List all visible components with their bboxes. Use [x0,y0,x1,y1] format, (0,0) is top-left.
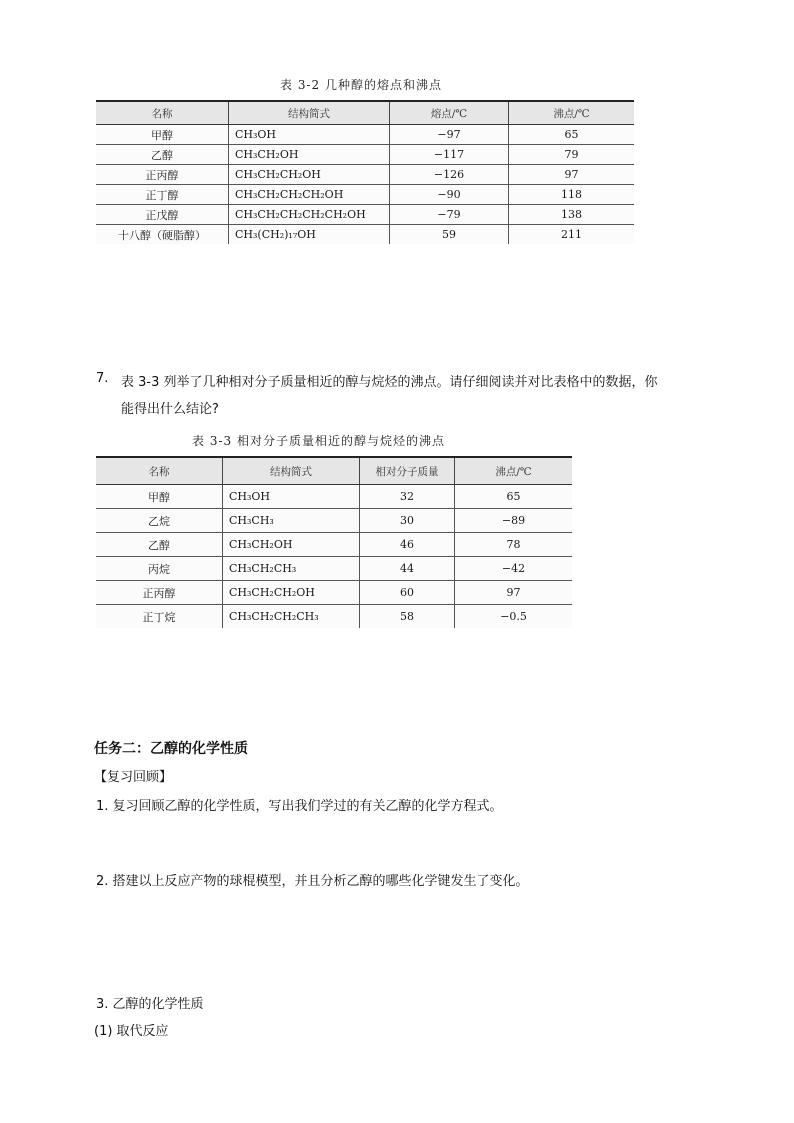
table-3-3-caption: 表 3-3 相对分子质量相近的醇与烷烃的沸点 [192,434,445,448]
cell-name: 正丁烷 [96,605,223,629]
cell-formula: CH₃CH₂CH₂CH₃ [223,605,360,629]
cell-molecular-mass: 30 [360,509,455,533]
table-row [96,581,572,605]
cell-boiling-point: −42 [455,557,573,581]
column-header: 名称 [96,101,229,125]
cell-formula: CH₃OH [223,485,360,509]
cell-molecular-mass: 60 [360,581,455,605]
table-3-2 [96,100,634,244]
question-7-text-continued: 能得出什么结论? [121,402,219,417]
question-7-text: 表 3-3 列举了几种相对分子质量相近的醇与烷烃的沸点。请仔细阅读并对比表格中的数据，你 [121,375,658,390]
sub-item-substitution: (1) 取代反应 [94,1024,169,1039]
column-header: 沸点/℃ [509,101,635,125]
cell-formula: CH₃CH₂OH [229,145,390,165]
table-row [96,125,634,145]
cell-name: 十八醇（硬脂醇） [96,225,229,245]
cell-name: 正丙醇 [96,165,229,185]
table-3-2-caption: 表 3-2 几种醇的熔点和沸点 [280,78,442,92]
column-header: 相对分子质量 [360,457,455,485]
cell-molecular-mass: 32 [360,485,455,509]
cell-melting-point: 59 [390,225,509,245]
table-row [96,145,634,165]
table-row [96,485,572,509]
cell-boiling-point: 97 [455,581,573,605]
cell-formula: CH₃CH₂CH₃ [223,557,360,581]
column-header: 熔点/℃ [390,101,509,125]
cell-molecular-mass: 46 [360,533,455,557]
review-item-2: 2. 搭建以上反应产物的球棍模型，并且分析乙醇的哪些化学键发生了变化。 [96,874,529,889]
column-header: 结构简式 [229,101,390,125]
cell-name: 乙醇 [96,145,229,165]
column-header: 结构简式 [223,457,360,485]
table-row [96,509,572,533]
review-item-1: 1. 复习回顾乙醇的化学性质，写出我们学过的有关乙醇的化学方程式。 [96,799,503,814]
table-row [96,557,572,581]
cell-formula: CH₃CH₃ [223,509,360,533]
cell-name: 丙烷 [96,557,223,581]
question-7-number: 7. [96,371,109,386]
cell-formula: CH₃(CH₂)₁₇OH [229,225,390,245]
cell-melting-point: −79 [390,205,509,225]
cell-name: 甲醇 [96,485,223,509]
review-heading: 【复习回顾】 [94,770,173,785]
table-row [96,533,572,557]
cell-molecular-mass: 44 [360,557,455,581]
column-header: 名称 [96,457,223,485]
cell-formula: CH₃CH₂OH [223,533,360,557]
review-item-3: 3. 乙醇的化学性质 [96,997,204,1012]
table-row [96,185,634,205]
cell-formula: CH₃CH₂CH₂OH [223,581,360,605]
cell-name: 乙烷 [96,509,223,533]
cell-melting-point: −126 [390,165,509,185]
table-row [96,165,634,185]
cell-formula: CH₃CH₂CH₂OH [229,165,390,185]
cell-name: 乙醇 [96,533,223,557]
cell-boiling-point: 211 [561,228,582,241]
cell-name: 甲醇 [96,125,229,145]
cell-melting-point: −117 [390,145,509,165]
cell-formula: CH₃OH [229,125,390,145]
cell-formula: CH₃CH₂CH₂CH₂OH [229,185,390,205]
cell-molecular-mass: 58 [360,605,455,629]
cell-formula: CH₃CH₂CH₂CH₂CH₂OH [229,205,390,225]
table-row [96,605,572,629]
table-row [96,225,634,245]
cell-boiling-point: 118 [509,185,635,205]
task-2-title: 任务二：乙醇的化学性质 [94,741,248,757]
column-header: 沸点/℃ [455,457,573,485]
cell-boiling-point: 65 [509,125,635,145]
table-row [96,205,634,225]
cell-melting-point: −97 [390,125,509,145]
cell-boiling-point: −0.5 [500,610,527,623]
cell-boiling-point: 65 [455,485,573,509]
table-3-3 [96,456,572,628]
cell-boiling-point: 138 [509,205,635,225]
cell-boiling-point: 79 [509,145,635,165]
cell-name: 正丁醇 [96,185,229,205]
cell-name: 正丙醇 [96,581,223,605]
cell-name: 正戊醇 [96,205,229,225]
cell-boiling-point: −89 [455,509,573,533]
cell-melting-point: −90 [390,185,509,205]
cell-boiling-point: 78 [455,533,573,557]
cell-boiling-point: 97 [509,165,635,185]
